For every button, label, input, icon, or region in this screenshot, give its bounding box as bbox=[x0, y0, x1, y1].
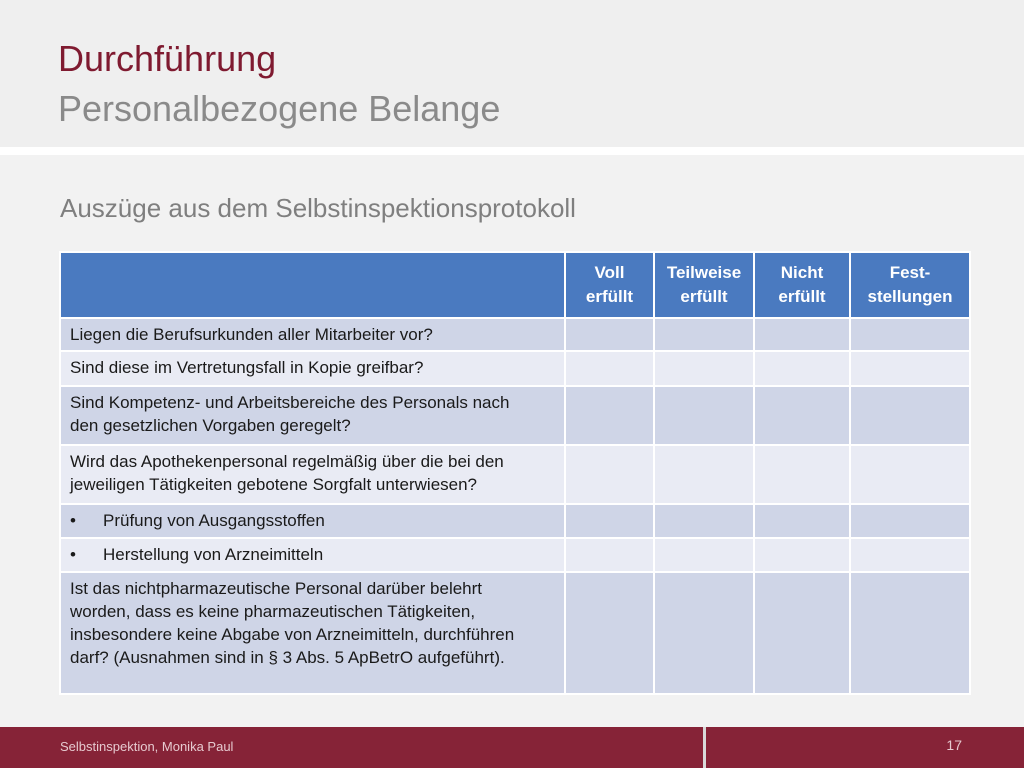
footer-divider bbox=[703, 727, 706, 768]
bullet-item bbox=[70, 543, 556, 566]
check-cell-voll[interactable] bbox=[565, 445, 654, 504]
question-text: darf? (Ausnahmen sind in § 3 Abs. 5 ApBetrO aufgeführt). bbox=[70, 648, 505, 667]
check-cell-teilweise[interactable] bbox=[654, 504, 754, 538]
notes-cell[interactable] bbox=[850, 572, 970, 694]
check-cell-nicht[interactable] bbox=[754, 504, 850, 538]
question-text: Wird das Apothekenpersonal regelmäßig über die bei den bbox=[70, 452, 504, 471]
bullet-icon: • bbox=[70, 545, 76, 564]
check-cell-teilweise[interactable] bbox=[654, 318, 754, 351]
header-label: Nicht bbox=[780, 263, 824, 282]
table-row bbox=[60, 318, 970, 351]
question-text: Herstellung von Arzneimitteln bbox=[103, 545, 324, 564]
check-cell-voll[interactable] bbox=[565, 538, 654, 572]
header-divider bbox=[0, 147, 1024, 155]
question-text: Ist das nichtpharmazeutische Personal darüber belehrt bbox=[70, 579, 483, 598]
check-cell-voll[interactable] bbox=[565, 572, 654, 694]
check-cell-teilweise[interactable] bbox=[654, 386, 754, 445]
question-cell bbox=[60, 504, 565, 538]
check-cell-nicht[interactable] bbox=[754, 538, 850, 572]
check-cell-nicht[interactable] bbox=[754, 386, 850, 445]
header-nicht-erfuellt bbox=[754, 252, 850, 318]
bullet-icon: • bbox=[70, 511, 76, 530]
check-cell-teilweise[interactable] bbox=[654, 538, 754, 572]
header-label: erfüllt bbox=[680, 287, 728, 306]
header-label: Fest- bbox=[889, 263, 931, 282]
table-row bbox=[60, 351, 970, 386]
question-cell bbox=[60, 445, 565, 504]
notes-cell[interactable] bbox=[850, 538, 970, 572]
check-cell-voll[interactable] bbox=[565, 386, 654, 445]
question-cell bbox=[60, 351, 565, 386]
question-text: Sind Kompetenz- und Arbeitsbereiche des Personals nach bbox=[70, 393, 510, 412]
check-cell-nicht[interactable] bbox=[754, 351, 850, 386]
header-label: Voll bbox=[594, 263, 625, 282]
question-text: jeweiligen Tätigkeiten gebotene Sorgfalt unterwiesen? bbox=[70, 475, 478, 494]
check-cell-nicht[interactable] bbox=[754, 318, 850, 351]
notes-cell[interactable] bbox=[850, 318, 970, 351]
header-feststellungen bbox=[850, 252, 970, 318]
protocol-table bbox=[59, 251, 971, 695]
notes-cell[interactable] bbox=[850, 386, 970, 445]
question-cell bbox=[60, 318, 565, 351]
notes-cell[interactable] bbox=[850, 445, 970, 504]
slide-subtitle: Personalbezogene Belange bbox=[58, 88, 501, 129]
header-label: erfüllt bbox=[778, 287, 826, 306]
table-row bbox=[60, 504, 970, 538]
section-title: Auszüge aus dem Selbstinspektionsprotokoll bbox=[60, 193, 576, 223]
check-cell-teilweise[interactable] bbox=[654, 572, 754, 694]
table-row bbox=[60, 445, 970, 504]
footer-text: Selbstinspektion, Monika Paul bbox=[60, 739, 234, 754]
table-row bbox=[60, 386, 970, 445]
check-cell-nicht[interactable] bbox=[754, 572, 850, 694]
table-row bbox=[60, 538, 970, 572]
header-voll-erfuellt bbox=[565, 252, 654, 318]
check-cell-nicht[interactable] bbox=[754, 445, 850, 504]
question-cell bbox=[60, 386, 565, 445]
check-cell-voll[interactable] bbox=[565, 351, 654, 386]
question-text: Sind diese im Vertretungsfall in Kopie greifbar? bbox=[70, 358, 424, 377]
header-teilweise-erfuellt bbox=[654, 252, 754, 318]
header-question bbox=[60, 252, 565, 318]
slide-title: Durchführung bbox=[58, 38, 277, 79]
question-cell bbox=[60, 538, 565, 572]
header-label: Teilweise bbox=[666, 263, 742, 282]
question-text: den gesetzlichen Vorgaben geregelt? bbox=[70, 416, 351, 435]
check-cell-voll[interactable] bbox=[565, 504, 654, 538]
check-cell-voll[interactable] bbox=[565, 318, 654, 351]
check-cell-teilweise[interactable] bbox=[654, 445, 754, 504]
question-text: Liegen die Berufsurkunden aller Mitarbeiter vor? bbox=[70, 325, 433, 344]
page-number: 17 bbox=[946, 737, 962, 753]
check-cell-teilweise[interactable] bbox=[654, 351, 754, 386]
table-header-row bbox=[60, 252, 970, 318]
header-label: stellungen bbox=[867, 287, 953, 306]
question-text: worden, dass es keine pharmazeutischen Tätigkeiten, bbox=[70, 602, 476, 621]
bullet-item bbox=[70, 509, 556, 532]
question-text: insbesondere keine Abgabe von Arzneimitteln, durchführen bbox=[70, 625, 515, 644]
header-label: erfüllt bbox=[585, 287, 634, 306]
notes-cell[interactable] bbox=[850, 504, 970, 538]
question-text: Prüfung von Ausgangsstoffen bbox=[103, 511, 325, 530]
question-cell bbox=[60, 572, 565, 694]
table-row bbox=[60, 572, 970, 694]
notes-cell[interactable] bbox=[850, 351, 970, 386]
